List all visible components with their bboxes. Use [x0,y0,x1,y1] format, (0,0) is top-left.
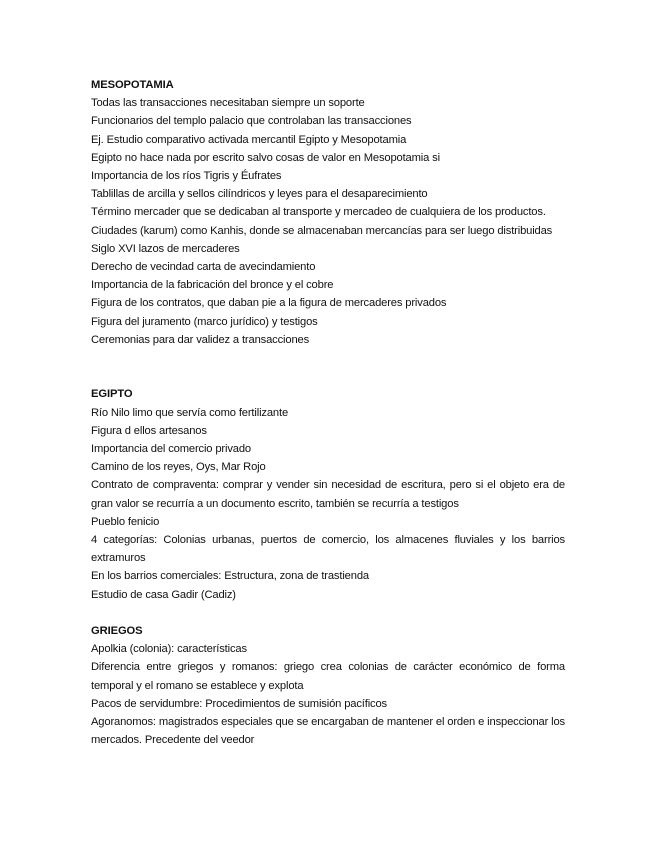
text-line: Tablillas de arcilla y sellos cilíndricos y leyes para el desaparecimiento [91,188,428,201]
text-line: Importancia de los ríos Tigris y Éufrates [91,170,282,182]
text-line: Egipto no hace nada por escrito salvo cosas de valor en Mesopotamia si [91,151,440,164]
text-line: Importancia de la fabricación del bronce y el cobre [91,279,334,292]
section-egipto [91,385,565,603]
text-line: Figura del juramento (marco jurídico) y testigos [91,315,318,328]
text-line: En los barrios comerciales: Estructura, zona de trastienda [91,570,369,583]
section-griegos [91,622,565,749]
text-line: Ceremonias para dar validez a transacciones [91,333,310,346]
text-line: 4 categorías: Colonias urbanas, puertos de comercio, los almacenes fluviales y los barrios extramuros [91,534,565,565]
text-line: Pacos de servidumbre: Procedimientos de sumisión pacíficos [91,697,387,710]
text-line: Ej. Estudio comparativo activada mercantil Egipto y Mesopotamia [91,133,407,146]
text-line: Funcionarios del templo palacio que controlaban las transacciones [91,115,412,128]
section-heading: GRIEGOS [91,625,143,638]
text-line: Estudio de casa Gadir (Cadiz) [91,588,236,601]
text-line: Río Nilo limo que servía como fertilizante [91,406,289,419]
text-line: Ciudades (karum) como Kanhis, donde se almacenaban mercancías para ser luego distribuidas [91,224,553,237]
text-line: Término mercader que se dedicaban al transporte y mercadeo de cualquiera de los productos. [91,206,546,219]
text-line: Pueblo fenicio [91,515,160,528]
text-line: Contrato de compraventa: comprar y vender sin necesidad de escritura, pero si el objeto era de gran valor se recurría a un documento escrito, también se recurría a testigos [91,479,565,510]
text-line: Apolkia (colonia): características [91,643,247,656]
text-line: Figura de los contratos, que daban pie a la figura de mercaderes privados [91,297,447,310]
section-heading: EGIPTO [91,388,133,401]
section-heading: MESOPOTAMIA [91,79,174,91]
text-line: Figura d ellos artesanos [91,424,207,437]
text-line: Derecho de vecindad carta de avecindamiento [91,261,316,274]
text-line: Camino de los reyes, Oys, Mar Rojo [91,461,266,474]
text-line: Diferencia entre griegos y romanos: griego crea colonias de carácter económico de forma temporal y el romano se establece y explota [91,661,565,692]
text-line: Agoranomos: magistrados especiales que se encargaban de mantener el orden e inspeccionar los mercados. Precedente del veedor [91,716,565,747]
text-line: Siglo XVI lazos de mercaderes [91,242,240,255]
section-mesopotamia [91,76,565,349]
text-line: Todas las transacciones necesitaban siempre un soporte [91,97,365,110]
text-line: Importancia del comercio privado [91,443,251,456]
